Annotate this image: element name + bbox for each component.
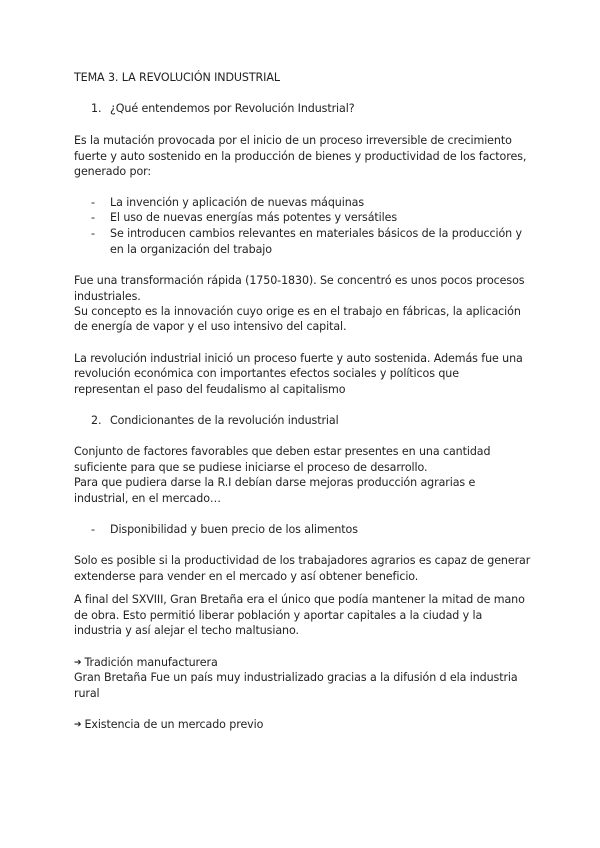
paragraph-line: industriales. [74,290,141,303]
paragraph-line: Conjunto de factores favorables que deben estar presentes en una cantidad [74,445,491,458]
section-2-heading: Condicionantes de la revolución industrial [110,414,339,427]
paragraph-line: Fue una transformación rápida (1750-1830). Se concentró es unos pocos procesos [74,274,525,287]
section-1-number: 1. [91,102,102,115]
paragraph-line: Es la mutación provocada por el inicio de un proceso irreversible de crecimiento [74,134,512,147]
paragraph-line: generado por: [74,165,152,178]
bullet-item: Se introducen cambios relevantes en materiales básicos de la producción y [110,227,522,240]
paragraph-line: extenderse para vender en el mercado y así obtener beneficio. [74,570,419,583]
bullet-dash: - [91,211,96,224]
paragraph-line: A final del SXVIII, Gran Bretaña era el único que podía mantener la mitad de mano [74,593,525,606]
section-2-number: 2. [91,414,102,427]
paragraph-line: industrial, en el mercado… [74,492,221,505]
paragraph-line: de energía de vapor y el uso intensivo del capital. [74,320,347,333]
paragraph-line: suficiente para que se pudiese iniciarse el proceso de desarrollo. [74,461,428,474]
bullet-item-continued: en la organización del trabajo [110,243,272,256]
bullet-dash: - [91,227,96,240]
paragraph-line: Para que pudiera darse la R.I debían darse mejoras producción agrarias e [74,476,476,489]
paragraph-line: La revolución industrial inició un proceso fuerte y auto sostenida. Además fue una [74,352,523,365]
section-1-heading: ¿Qué entendemos por Revolución Industrial? [110,102,355,115]
bullet-item: La invención y aplicación de nuevas máquinas [110,196,365,209]
arrow-right-icon: ➔ [74,720,82,730]
paragraph-line: Solo es posible si la productividad de los trabajadores agrarios es capaz de generar [74,554,531,567]
arrow-heading-text: Existencia de un mercado previo [84,718,264,731]
arrow-heading [74,717,263,734]
arrow-right-icon: ➔ [74,658,82,668]
paragraph-line: revolución económica con importantes efectos sociales y políticos que [74,367,459,380]
bullet-item: El uso de nuevas energías más potentes y versátiles [110,211,398,224]
paragraph-line: industria y así alejar el techo maltusiano. [74,624,299,637]
document-title: TEMA 3. LA REVOLUCIÓN INDUSTRIAL [74,71,280,84]
arrow-heading-text: Tradición manufacturera [84,656,218,669]
paragraph-line: Gran Bretaña Fue un país muy industrializado gracias a la difusión d ela industria [74,671,518,684]
bullet-item: Disponibilidad y buen precio de los alimentos [110,523,358,536]
bullet-dash: - [91,196,96,209]
paragraph-line: de obra. Esto permitió liberar población y aportar capitales a la ciudad y la [74,609,483,622]
paragraph-line: representan el paso del feudalismo al capitalismo [74,383,346,396]
paragraph-line: Su concepto es la innovación cuyo orige es en el trabajo en fábricas, la aplicación [74,305,521,318]
paragraph-line: fuerte y auto sostenido en la producción de bienes y productividad de los factores, [74,150,527,163]
bullet-dash: - [91,523,96,536]
paragraph-line: rural [74,687,100,700]
